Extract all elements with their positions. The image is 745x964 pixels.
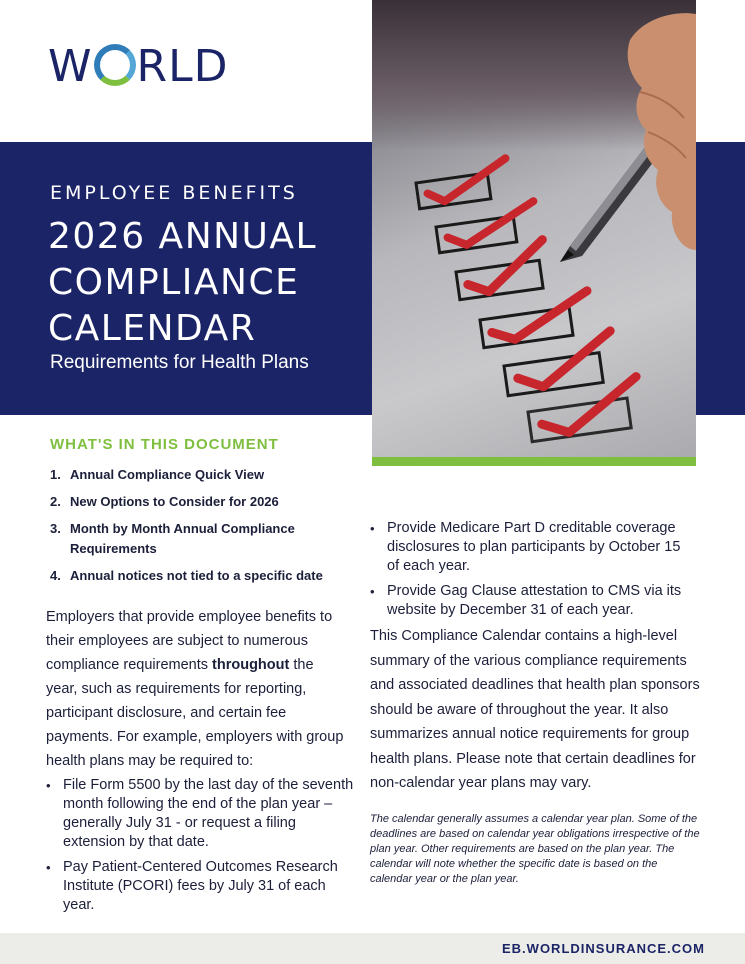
- checkbox-2: [434, 201, 538, 253]
- checkbox-1: [414, 158, 510, 208]
- logo-o-ring-icon: [94, 44, 136, 86]
- hero-photo: [372, 0, 696, 466]
- page-title: 2026 ANNUAL COMPLIANCE CALENDAR: [48, 216, 318, 349]
- toc-item-3: 3. Month by Month Annual Compliance Requirements: [50, 521, 295, 556]
- page-subtitle: Requirements for Health Plans: [50, 352, 309, 373]
- summary-paragraph: This Compliance Calendar contains a high-level summary of the various compliance requirements and associated deadlines that health plan sponsors should be aware of throughout the year. It also summarizes annual notice requirements for group health plans. Please note that certain deadlines for non-calendar year plans may vary.: [370, 628, 700, 791]
- world-logo: [48, 41, 229, 92]
- toc-heading: WHAT'S IN THIS DOCUMENT: [50, 436, 279, 453]
- requirements-list-right: [370, 519, 690, 626]
- toc-item-1: 1. Annual Compliance Quick View: [50, 467, 265, 482]
- toc-item-2: 2. New Options to Consider for 2026: [50, 494, 279, 509]
- eyebrow: EMPLOYEE BENEFITS: [50, 182, 298, 204]
- list-item: • Provide Gag Clause attestation to CMS via its website by December 31 of each year.: [370, 582, 690, 620]
- intro-paragraph: Employers that provide employee benefits to their employees are subject to numerous compliance requirements throughout the year, such as requirements for reporting, participant disclosure, and certain fee payments. For example, employers with group health plans may be required to:: [46, 609, 344, 769]
- requirements-list-left: [46, 776, 360, 921]
- hand: [628, 13, 696, 250]
- logo-text-right: RLD: [136, 41, 229, 92]
- list-item: • File Form 5500 by the last day of the seventh month following the end of the plan year – generally July 31 - or request a filing extension by that date.: [46, 776, 360, 852]
- checklist-pen-icon: [372, 0, 696, 466]
- checkbox-4: [478, 291, 593, 348]
- accent-bar: [372, 457, 696, 466]
- list-item: • Provide Medicare Part D creditable coverage disclosures to plan participants by October 15 of each year.: [370, 519, 690, 576]
- toc-item-4: 4. Annual notices not tied to a specific date: [50, 568, 323, 583]
- calendar-note: The calendar generally assumes a calendar year plan. Some of the deadlines are based on calendar year obligations irrespective of the plan year. Other requirements are based on the plan year. The calendar will note whether the specific date is based on the calendar year or the plan year.: [370, 813, 700, 885]
- footer: [0, 933, 745, 964]
- toc-list: [50, 465, 350, 593]
- logo-text-left: W: [48, 41, 93, 92]
- footer-url-link[interactable]: EB.WORLDINSURANCE.COM: [502, 941, 705, 956]
- list-item: • Pay Patient-Centered Outcomes Research Institute (PCORI) fees by July 31 of each year.: [46, 858, 360, 915]
